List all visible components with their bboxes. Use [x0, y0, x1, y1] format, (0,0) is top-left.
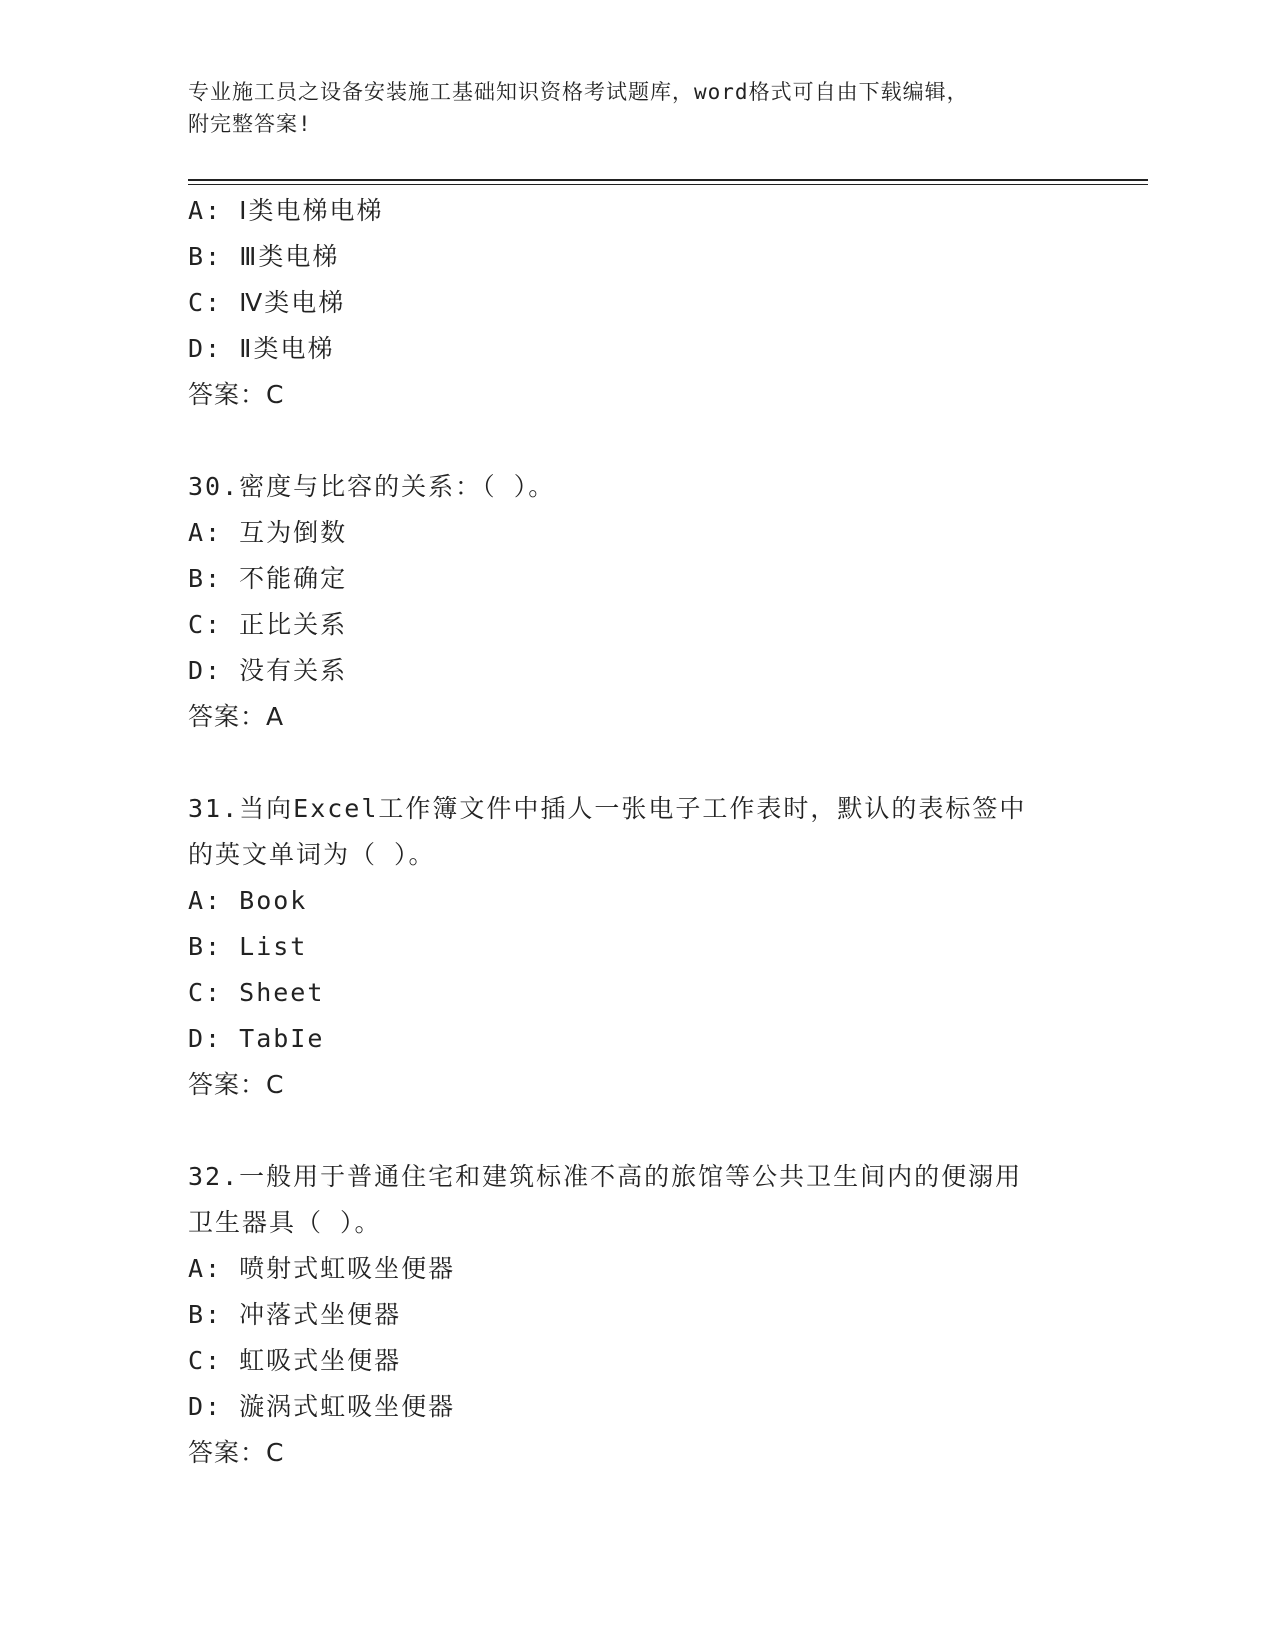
option-b: B: 冲落式坐便器	[188, 1300, 402, 1329]
option-c: C: 正比关系	[188, 610, 348, 639]
answer: 答案：C	[188, 1438, 285, 1467]
question-text-line-2: 卫生器具（ ）。	[188, 1208, 382, 1237]
option-b: B: Ⅲ类电梯	[188, 242, 340, 271]
question-text: 30.密度与比容的关系：（ ）。	[188, 472, 556, 501]
question-30	[188, 464, 1088, 740]
question-text-line-2: 的英文单词为（ ）。	[188, 840, 436, 869]
option-c: C: Ⅳ类电梯	[188, 288, 346, 317]
option-c: C: 虹吸式坐便器	[188, 1346, 402, 1375]
spacer	[188, 418, 1088, 464]
question-list	[188, 188, 1088, 1476]
spacer	[188, 1108, 1088, 1154]
header-line-1: 专业施工员之设备安装施工基础知识资格考试题库，word格式可自由下载编辑，	[188, 80, 969, 104]
answer: 答案：C	[188, 1070, 285, 1099]
question-text-line-1: 32.一般用于普通住宅和建筑标准不高的旅馆等公共卫生间内的便溺用	[188, 1162, 1023, 1191]
question-32	[188, 1154, 1088, 1476]
question-31	[188, 786, 1088, 1108]
header-divider-thin	[188, 184, 1148, 185]
option-d: D: TabIe	[188, 1024, 325, 1053]
option-c: C: Sheet	[188, 978, 325, 1007]
option-a: A: 互为倒数	[188, 518, 348, 547]
option-b: B: List	[188, 932, 308, 961]
answer: 答案：C	[188, 380, 285, 409]
header-divider-thick	[188, 179, 1148, 181]
option-a: A: Ⅰ类电梯电梯	[188, 196, 384, 225]
spacer	[188, 740, 1088, 786]
document-header	[188, 76, 1088, 140]
header-line-2: 附完整答案!	[188, 112, 312, 136]
option-d: D: 没有关系	[188, 656, 348, 685]
option-b: B: 不能确定	[188, 564, 348, 593]
option-a: A: Book	[188, 886, 308, 915]
question-text-line-1: 31.当向Excel工作簿文件中插人一张电子工作表时，默认的表标签中	[188, 794, 1027, 823]
option-d: D: Ⅱ类电梯	[188, 334, 335, 363]
option-a: A: 喷射式虹吸坐便器	[188, 1254, 456, 1283]
question-29	[188, 188, 1088, 418]
answer: 答案：A	[188, 702, 285, 731]
option-d: D: 漩涡式虹吸坐便器	[188, 1392, 456, 1421]
